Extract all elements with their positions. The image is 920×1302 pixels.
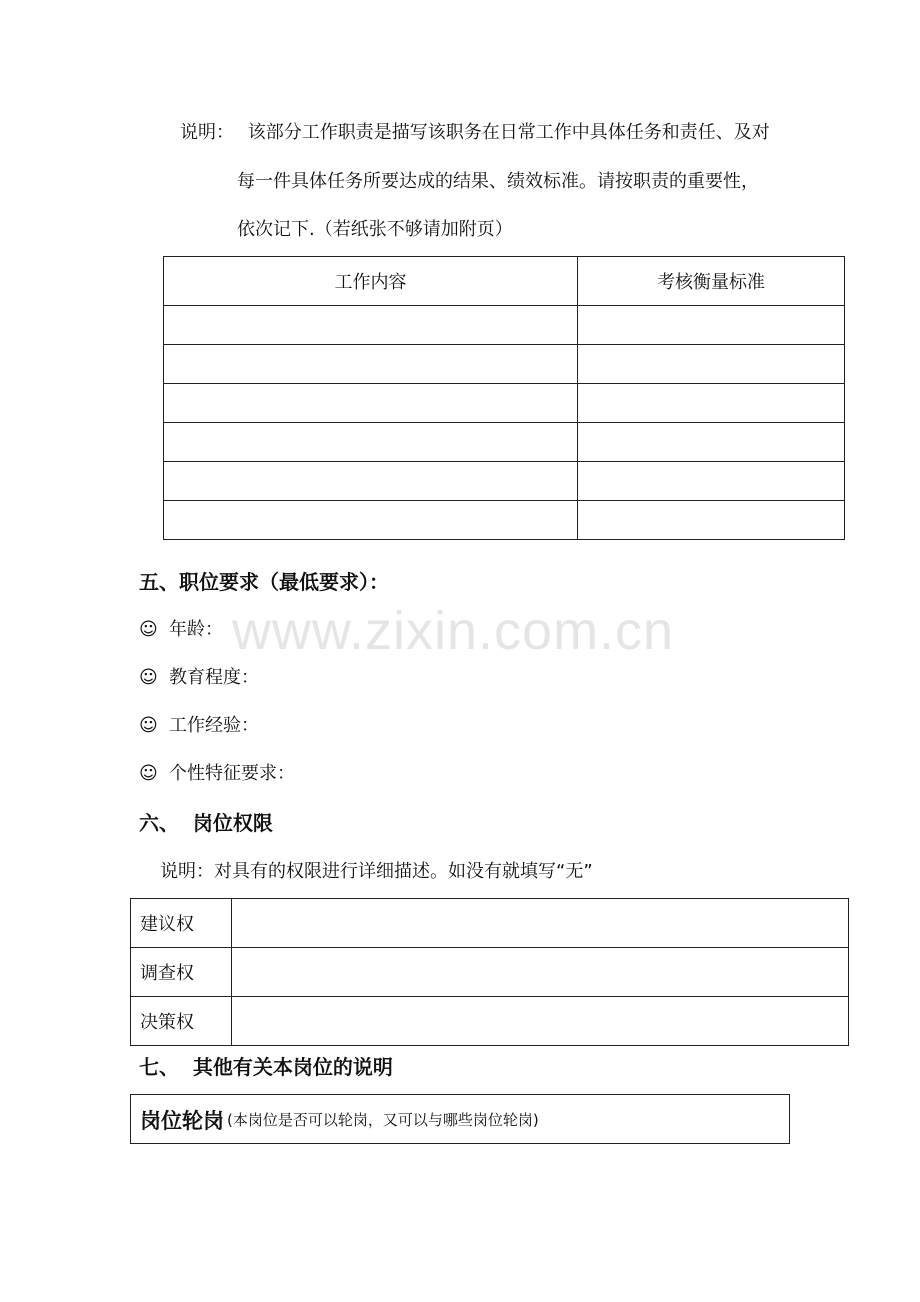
authority-value[interactable] <box>232 899 849 948</box>
table-row <box>164 501 845 540</box>
assessment-standard-cell[interactable] <box>578 423 845 462</box>
authority-label: 建议权 <box>131 899 232 948</box>
table-row <box>164 462 845 501</box>
requirement-education <box>139 666 259 690</box>
requirement-label: 工作经验： <box>169 715 259 736</box>
note-line-1 <box>180 121 770 145</box>
table-row <box>131 948 849 997</box>
smiley-icon: ☺ <box>139 667 158 688</box>
authority-value[interactable] <box>232 948 849 997</box>
work-content-cell[interactable] <box>164 306 578 345</box>
rotation-box[interactable] <box>130 1094 790 1144</box>
section-7-title: 七、 其他有关本岗位的说明 <box>139 1055 393 1079</box>
duty-table <box>163 256 845 540</box>
table-row <box>131 899 849 948</box>
requirement-experience <box>139 714 259 738</box>
smiley-icon: ☺ <box>139 763 158 784</box>
requirement-age <box>139 618 223 642</box>
duty-table-header <box>164 257 845 306</box>
assessment-standard-cell[interactable] <box>578 306 845 345</box>
smiley-icon: ☺ <box>139 715 158 736</box>
table-row <box>164 306 845 345</box>
rotation-title: 岗位轮岗 <box>140 1109 224 1133</box>
work-content-cell[interactable] <box>164 345 578 384</box>
watermark: www.zixin.com.cn <box>232 601 675 661</box>
note-line-2: 每一件具体任务所要达成的结果、绩效标准。请按职责的重要性， <box>237 171 759 192</box>
authority-label: 调查权 <box>131 948 232 997</box>
work-content-cell[interactable] <box>164 501 578 540</box>
authority-table <box>130 898 849 1046</box>
work-content-cell[interactable] <box>164 423 578 462</box>
rotation-hint: (本岗位是否可以轮岗，又可以与哪些岗位轮岗) <box>227 1111 539 1129</box>
table-row <box>164 384 845 423</box>
requirement-label: 年龄： <box>169 619 223 640</box>
note-line-3: 依次记下.（若纸张不够请加附页） <box>237 219 513 240</box>
table-row <box>131 997 849 1046</box>
table-row <box>164 345 845 384</box>
assessment-standard-cell[interactable] <box>578 384 845 423</box>
header-work-content: 工作内容 <box>164 257 578 306</box>
work-content-cell[interactable] <box>164 462 578 501</box>
requirement-personality <box>139 762 295 786</box>
assessment-standard-cell[interactable] <box>578 462 845 501</box>
section-6-note: 说明：对具有的权限进行详细描述。如没有就填写“无” <box>160 861 593 882</box>
authority-label: 决策权 <box>131 997 232 1046</box>
assessment-standard-cell[interactable] <box>578 345 845 384</box>
authority-value[interactable] <box>232 997 849 1046</box>
note-label: 说明： <box>180 122 234 143</box>
work-content-cell[interactable] <box>164 384 578 423</box>
note-text-1: 该部分工作职责是描写该职务在日常工作中具体任务和责任、及对 <box>247 122 770 143</box>
table-row <box>164 423 845 462</box>
header-assessment-standard: 考核衡量标准 <box>578 257 845 306</box>
requirement-label: 个性特征要求： <box>169 763 295 784</box>
assessment-standard-cell[interactable] <box>578 501 845 540</box>
section-6-title: 六、 岗位权限 <box>139 811 273 835</box>
smiley-icon: ☺ <box>139 619 158 640</box>
requirement-label: 教育程度： <box>169 667 259 688</box>
section-5-title: 五、职位要求（最低要求）： <box>139 570 389 594</box>
